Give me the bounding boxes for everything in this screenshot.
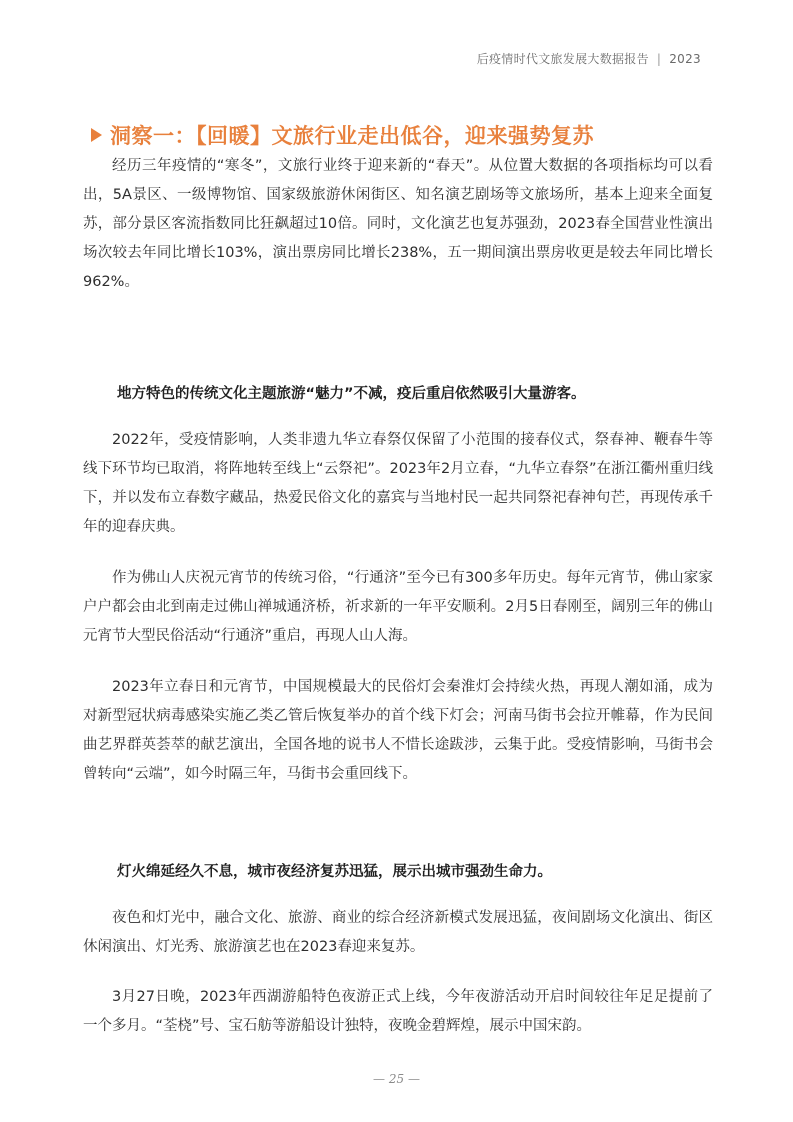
paragraph-jiuhua-spring: 2022年，受疫情影响，人类非遗九华立春祭仅保留了小范围的接春仪式，祭春神、鞭春牛等线下环节均已取消，将阵地转至线上“云祭祀”。2023年2月立春，“九华立春祭”在浙江衢州重归线下，并以发布立春数字藏品，热爱民俗文化的嘉宾与当地村民一起共同祭祀春神句芒，再现传承千年的迎春庆典。 xyxy=(83,432,713,535)
subheading-traditional-culture: 地方特色的传统文化主题旅游“魅力”不减，疫后重启依然吸引大量游客。 xyxy=(117,386,586,402)
header-separator: | xyxy=(656,51,662,66)
report-year: 2023 xyxy=(669,51,701,66)
paragraph-foshan-xingtongji: 作为佛山人庆祝元宵节的传统习俗，“行通济”至今已有300多年历史。每年元宵节，佛山家家户户都会由北到南走过佛山禅城通济桥，祈求新的一年平安顺利。2月5日春刚至，阔别三年的佛山元宵节大型民俗活动“行通济”重启，再现人山人海。 xyxy=(83,570,713,644)
section-title-row xyxy=(91,120,594,150)
running-header xyxy=(477,50,701,67)
paragraph-night-culture: 夜色和灯光中，融合文化、旅游、商业的综合经济新模式发展迅猛，夜间剧场文化演出、街区休闲演出、灯光秀、旅游演艺也在2023春迎来复苏。 xyxy=(83,910,713,955)
page-number: — 25 — xyxy=(373,1072,420,1086)
paragraph-lantern-festival: 2023年立春日和元宵节，中国规模最大的民俗灯会秦淮灯会持续火热，再现人潮如涌，成为对新型冠状病毒感染实施乙类乙管后恢复举办的首个线下灯会；河南马街书会拉开帷幕，作为民间曲艺界群英荟萃的献艺演出，全国各地的说书人不惜长途跋涉，云集于此。受疫情影响，马街书会曾转向“云端”，如今时隔三年，马街书会重回线下。 xyxy=(83,679,713,782)
subheading-night-economy: 灯火绵延经久不息，城市夜经济复苏迅猛，展示出城市强劲生命力。 xyxy=(117,864,552,880)
section-title: 洞察一：【回暖】文旅行业走出低谷，迎来强势复苏 xyxy=(110,124,594,148)
report-title: 后疫情时代文旅发展大数据报告 xyxy=(476,52,649,66)
paragraph-west-lake: 3月27日晚，2023年西湖游船特色夜游正式上线，今年夜游活动开启时间较往年足足提前了一个多月。“荃桡”号、宝石舫等游船设计独特，夜晚金碧辉煌，展示中国宋韵。 xyxy=(83,989,713,1034)
intro-paragraph: 经历三年疫情的“寒冬”，文旅行业终于迎来新的“春天”。从位置大数据的各项指标均可以看出，5A景区、一级博物馆、国家级旅游休闲街区、知名演艺剧场等文旅场所，基本上迎来全面复苏，部分景区客流指数同比狂飙超过10倍。同时，文化演艺也复苏强劲，2023春全国营业性演出场次较去年同比增长103%，演出票房同比增长238%，五一期间演出票房收更是较去年同比增长962%。 xyxy=(83,158,713,290)
triangle-bullet-icon xyxy=(91,128,102,142)
